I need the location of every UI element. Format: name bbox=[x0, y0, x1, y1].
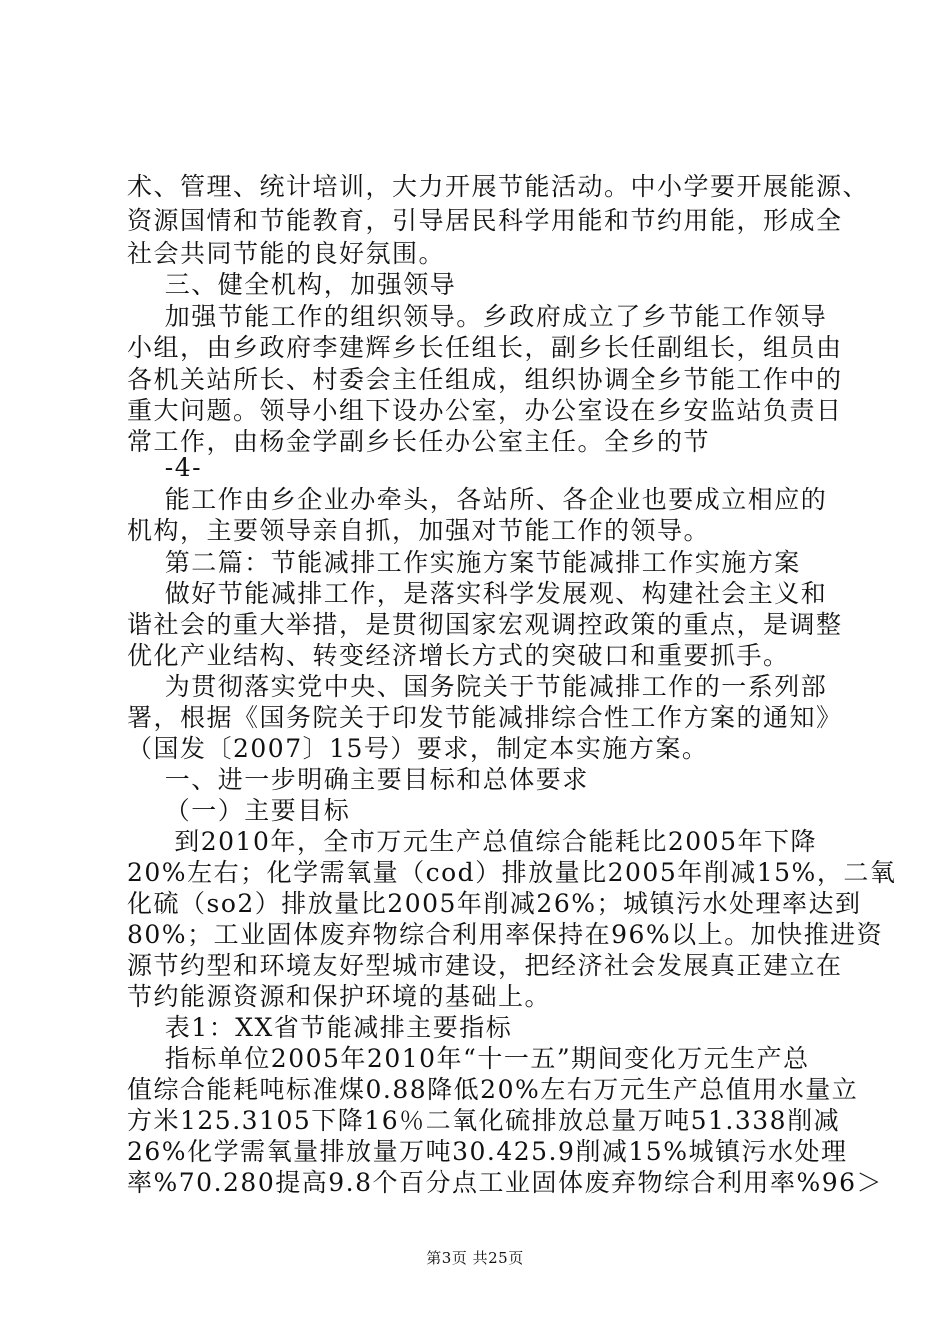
text-line: 到2010年，全市万元生产总值综合能耗比2005年下降 bbox=[127, 827, 817, 856]
text-line: 资源国情和节能教育，引导居民科学用能和节约用能，形成全 bbox=[127, 206, 843, 235]
text-line: 小组，由乡政府李建辉乡长任组长，副乡长任副组长，组员由 bbox=[127, 333, 843, 362]
text-line: 80%；工业固体废弃物综合利用率保持在96%以上。加快推进资 bbox=[127, 920, 884, 949]
text-line: 指标单位2005年2010年“十一五”期间变化万元生产总 bbox=[127, 1044, 810, 1073]
section-heading: 一、进一步明确主要目标和总体要求 bbox=[127, 765, 589, 794]
section-heading: 三、健全机构，加强领导 bbox=[127, 270, 457, 299]
text-line: 率%70.280提高9.8个百分点工业固体废弃物综合利用率%96＞ bbox=[127, 1168, 884, 1197]
chapter-heading: 第二篇：节能减排工作实施方案节能减排工作实施方案 bbox=[127, 548, 801, 577]
text-line: 为贯彻落实党中央、国务院关于节能减排工作的一系列部 bbox=[127, 672, 828, 701]
text-line: 各机关站所长、村委会主任组成，组织协调全乡节能工作中的 bbox=[127, 365, 843, 394]
text-line: 署，根据《国务院关于印发节能减排综合性工作方案的通知》 bbox=[127, 703, 843, 732]
text-line: 20%左右；化学需氧量（cod）排放量比2005年削减15%，二氧 bbox=[127, 858, 897, 887]
text-line: 优化产业结构、转变经济增长方式的突破口和重要抓手。 bbox=[127, 641, 790, 670]
table-caption: 表1：XX省节能减排主要指标 bbox=[127, 1013, 513, 1042]
text-line: （国发〔2007〕15号）要求，制定本实施方案。 bbox=[127, 734, 709, 763]
text-line: 术、管理、统计培训，大力开展节能活动。中小学要开展能源、 bbox=[127, 172, 870, 201]
text-line: 化硫（so2）排放量比2005年削减26%；城镇污水处理率达到 bbox=[127, 889, 862, 918]
text-line: 能工作由乡企业办牵头，各站所、各企业也要成立相应的 bbox=[127, 485, 828, 514]
text-line: 源节约型和环境友好型城市建设，把经济社会发展真正建立在 bbox=[127, 951, 843, 980]
subsection-heading: （一）主要目标 bbox=[127, 796, 351, 825]
text-line: 重大问题。领导小组下设办公室，办公室设在乡安监站负责日 bbox=[127, 396, 843, 425]
text-line: 26%化学需氧量排放量万吨30.425.9削减15%城镇污水处理 bbox=[127, 1137, 848, 1166]
text-line: 谐社会的重大举措，是贯彻国家宏观调控政策的重点，是调整 bbox=[127, 610, 843, 639]
text-line: 机构，主要领导亲自抓，加强对节能工作的领导。 bbox=[127, 516, 711, 545]
text-line: 值综合能耗吨标准煤0.88降低20%左右万元生产总值用水量立 bbox=[127, 1075, 859, 1104]
text-line: 常工作，由杨金学副乡长任办公室主任。全乡的节 bbox=[127, 427, 711, 456]
text-line: 方米125.3105下降16％二氧化硫排放总量万吨51.338削减 bbox=[127, 1106, 841, 1135]
text-line: 社会共同节能的良好氛围。 bbox=[127, 239, 446, 268]
text-line: 加强节能工作的组织领导。乡政府成立了乡节能工作领导 bbox=[127, 302, 828, 331]
page-footer: 第3页 共25页 bbox=[426, 1249, 524, 1267]
text-line: 节约能源资源和保护环境的基础上。 bbox=[127, 982, 552, 1011]
text-line: 做好节能减排工作，是落实科学发展观、构建社会主义和 bbox=[127, 579, 828, 608]
inline-page-number: -4- bbox=[127, 453, 203, 482]
